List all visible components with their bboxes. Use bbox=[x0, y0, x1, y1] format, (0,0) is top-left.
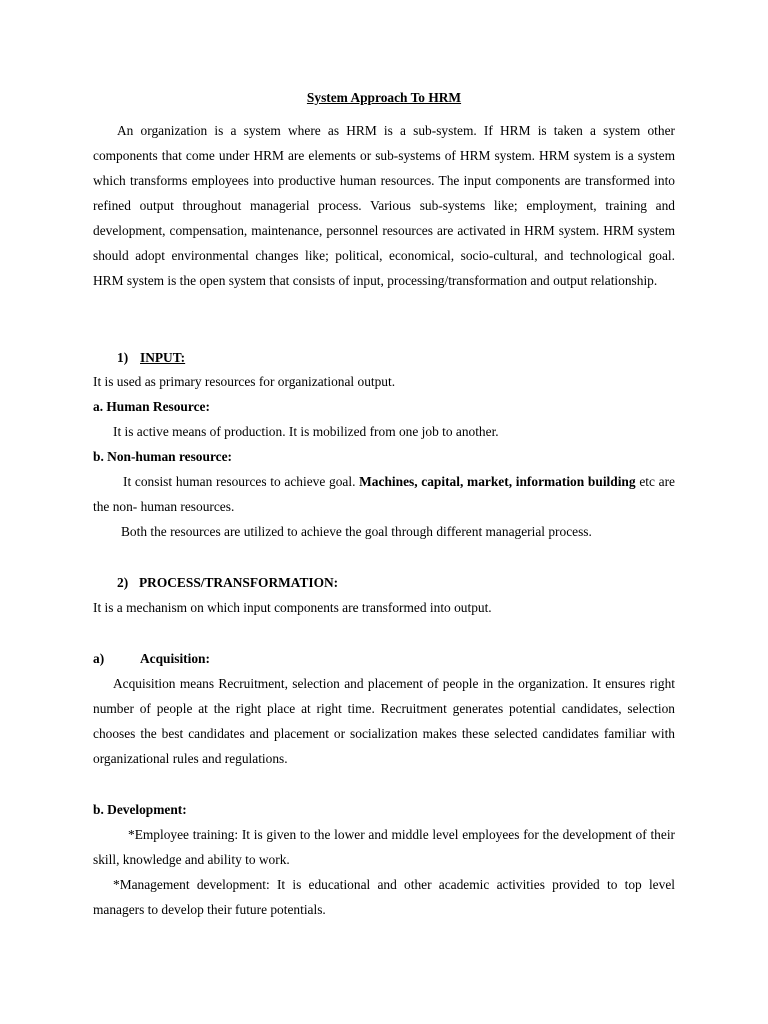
process-heading bbox=[117, 570, 338, 595]
process-description: It is a mechanism on which input components are transformed into output. bbox=[93, 600, 492, 615]
nonhuman-text-bold: Machines, capital, market, information building bbox=[359, 474, 636, 489]
acquisition-heading-text: Acquisition: bbox=[140, 651, 210, 666]
page-title: System Approach To HRM bbox=[306, 90, 462, 105]
acquisition-letter: a) bbox=[93, 651, 105, 666]
employee-training-paragraph: *Employee training: It is given to the lower and middle level employees for the development of their skill, knowledge and ability to work. bbox=[93, 827, 675, 867]
input-heading-text: INPUT: bbox=[140, 350, 186, 365]
process-heading-text: PROCESS/TRANSFORMATION: bbox=[139, 575, 339, 590]
input-number: 1) bbox=[117, 350, 129, 365]
input-heading bbox=[117, 345, 185, 370]
process-number: 2) bbox=[117, 575, 129, 590]
human-resource-text: It is active means of production. It is mobilized from one job to another. bbox=[113, 424, 499, 439]
nonhuman-text-post: etc are the non- human resources. bbox=[93, 474, 675, 514]
acquisition-heading bbox=[93, 646, 210, 671]
human-resource-heading: a. Human Resource: bbox=[93, 399, 210, 414]
management-development-paragraph: *Management development: It is educational and other academic activities provided to top level managers to develop their future potentials. bbox=[93, 877, 675, 917]
acquisition-paragraph: Acquisition means Recruitment, selection and placement of people in the organization. It ensures right number of people at the right place at right time. Recruitment generates potential candidates, selection chooses the best candidates and placement or socialization makes these selected candidates familiar with organizational rules and regulations. bbox=[93, 676, 675, 766]
intro-paragraph: An organization is a system where as HRM is a sub-system. If HRM is taken a system other components that come under HRM are elements or sub-systems of HRM system. HRM system is a system which transforms employees into productive human resources. The input components are transformed into refined output throughout managerial process. Various sub-systems like; employment, training and development, compensation, maintenance, personnel resources are activated in HRM system. HRM system should adopt environmental changes like; political, economical, socio-cultural, and technological goal. HRM system is the open system that consists of input, processing/transformation and output relationship. bbox=[93, 123, 675, 288]
nonhuman-resource-heading: b. Non-human resource: bbox=[93, 449, 232, 464]
input-description: It is used as primary resources for organizational output. bbox=[93, 374, 396, 389]
nonhuman-resource-text bbox=[93, 469, 675, 519]
nonhuman-text-pre: It consist human resources to achieve goal. bbox=[123, 474, 356, 489]
development-heading: b. Development: bbox=[93, 802, 187, 817]
both-resources-text: Both the resources are utilized to achieve the goal through different managerial process. bbox=[121, 524, 592, 539]
